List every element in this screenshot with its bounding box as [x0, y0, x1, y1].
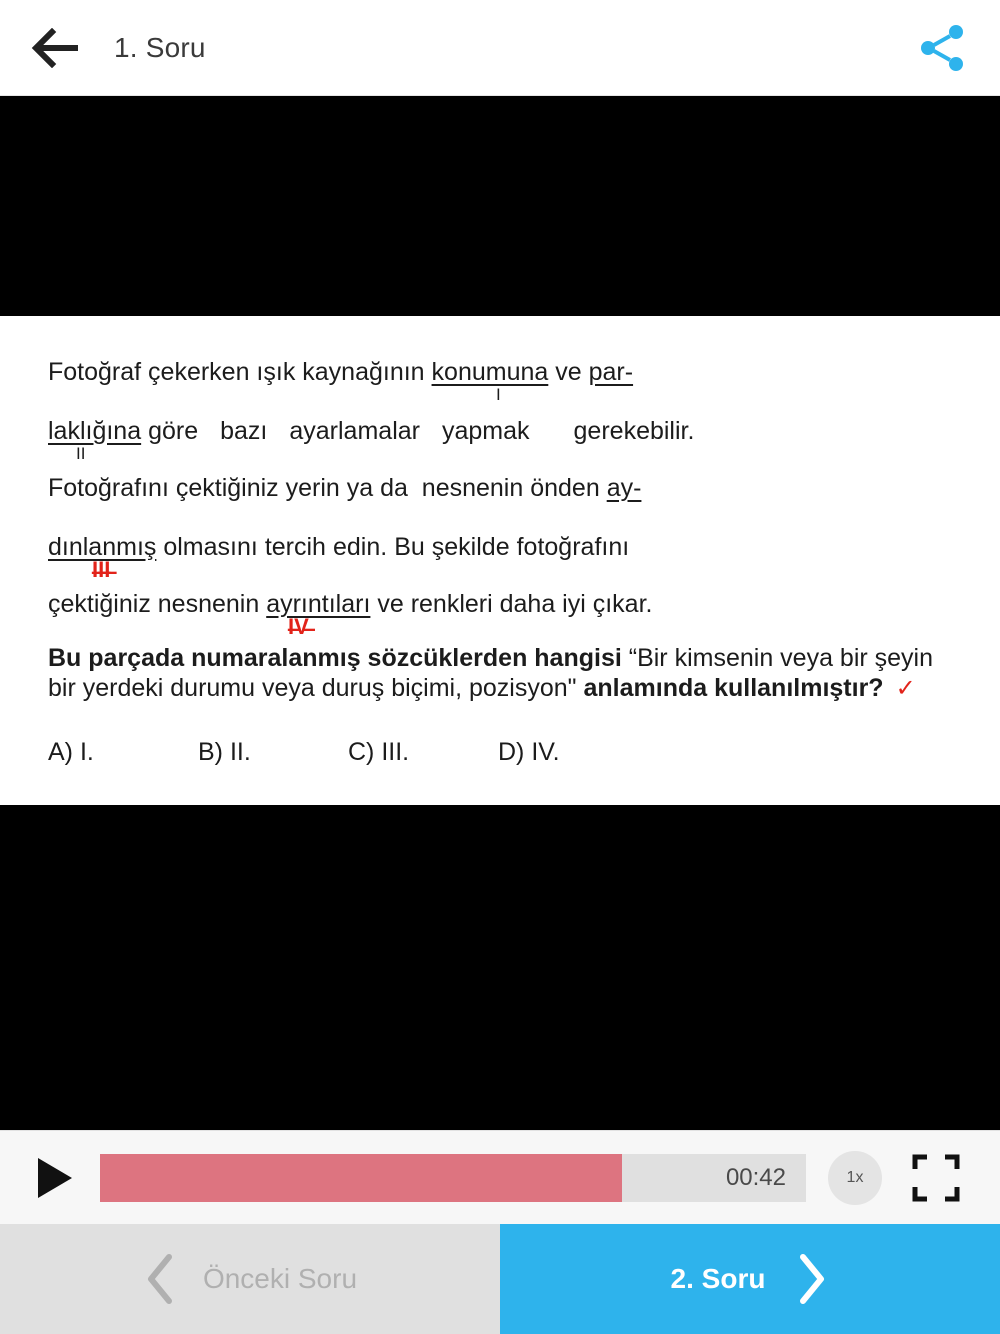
player-bar — [0, 1130, 1000, 1224]
choice-a-value: I. — [79, 737, 94, 766]
question-line: çektiğiniz nesnenin ayrıntıları ve renkleri daha iyi çıkar. I̶V̶ — [48, 590, 653, 639]
choice-b-value: II. — [229, 737, 251, 766]
play-button[interactable] — [26, 1150, 82, 1206]
play-icon — [32, 1154, 76, 1202]
chevron-left-icon — [143, 1253, 177, 1305]
choice-d-key: D) — [498, 737, 525, 766]
letterbox-bottom — [0, 805, 1000, 1130]
question-stage — [0, 96, 1000, 1130]
fullscreen-button[interactable] — [908, 1150, 964, 1206]
share-icon — [914, 20, 970, 76]
question-line: Fotoğraf çekerken ışık kaynağının konumuna ve par- I — [48, 358, 634, 404]
previous-question-label: Önceki Soru — [202, 1263, 358, 1294]
question-prompt — [48, 643, 952, 704]
choice-a-key: A) — [48, 737, 73, 766]
fullscreen-icon — [911, 1153, 961, 1203]
choice-d-value: IV. — [531, 737, 560, 766]
letterbox-top — [0, 96, 1000, 316]
choice-b-key: B) — [198, 737, 223, 766]
choice-c[interactable] — [348, 737, 498, 766]
time-label: 00:42 — [725, 1163, 786, 1191]
mark-roman-3-struck: I̶I̶I̶ — [92, 557, 111, 582]
next-question-button[interactable] — [500, 1224, 1000, 1334]
playback-speed-button[interactable]: 1x — [828, 1151, 882, 1205]
prompt-quote: “Bir kimsenin veya bir şeyin bir yerdeki durumu veya duruş biçimi, pozisyon" — [48, 644, 934, 702]
mark-roman-2: II — [76, 444, 86, 463]
question-line: Fotoğrafını çektiğiniz yerin ya da nesnenin önden ay- — [48, 474, 642, 502]
answer-choices — [48, 737, 952, 766]
prompt-bold-second: anlamında kullanılmıştır? — [583, 674, 884, 702]
question-line: dınlanmış olmasını tercih edin. Bu şekilde fotoğrafını I̶I̶I̶ — [48, 533, 630, 582]
question-line: laklığına göre bazı ayarlamalar yapmak gerekebilir. II — [48, 417, 695, 463]
chevron-right-icon — [795, 1253, 829, 1305]
top-bar — [0, 0, 1000, 96]
mark-roman-1: I — [496, 385, 501, 404]
page-title: 1. Soru — [114, 31, 206, 63]
choice-a[interactable] — [48, 737, 198, 766]
next-question-label: 2. Soru — [670, 1263, 766, 1294]
question-page — [0, 316, 1000, 805]
seek-progress — [100, 1154, 622, 1202]
share-button[interactable] — [910, 16, 974, 80]
choice-c-value: III. — [381, 737, 410, 766]
check-mark-icon: ✓ — [895, 675, 916, 702]
prompt-bold-first: Bu parçada numaralanmış sözcüklerden hangisi — [48, 644, 622, 672]
back-button[interactable] — [26, 18, 86, 78]
mark-roman-4-struck: I̶V̶ — [288, 614, 309, 639]
choice-c-key: C) — [348, 737, 375, 766]
arrow-left-icon — [30, 28, 82, 68]
previous-question-button[interactable] — [0, 1224, 500, 1334]
bottom-navigation — [0, 1224, 1000, 1334]
choice-d[interactable] — [498, 737, 648, 766]
question-text — [48, 360, 952, 765]
choice-b[interactable] — [198, 737, 348, 766]
seek-bar[interactable] — [100, 1154, 806, 1202]
